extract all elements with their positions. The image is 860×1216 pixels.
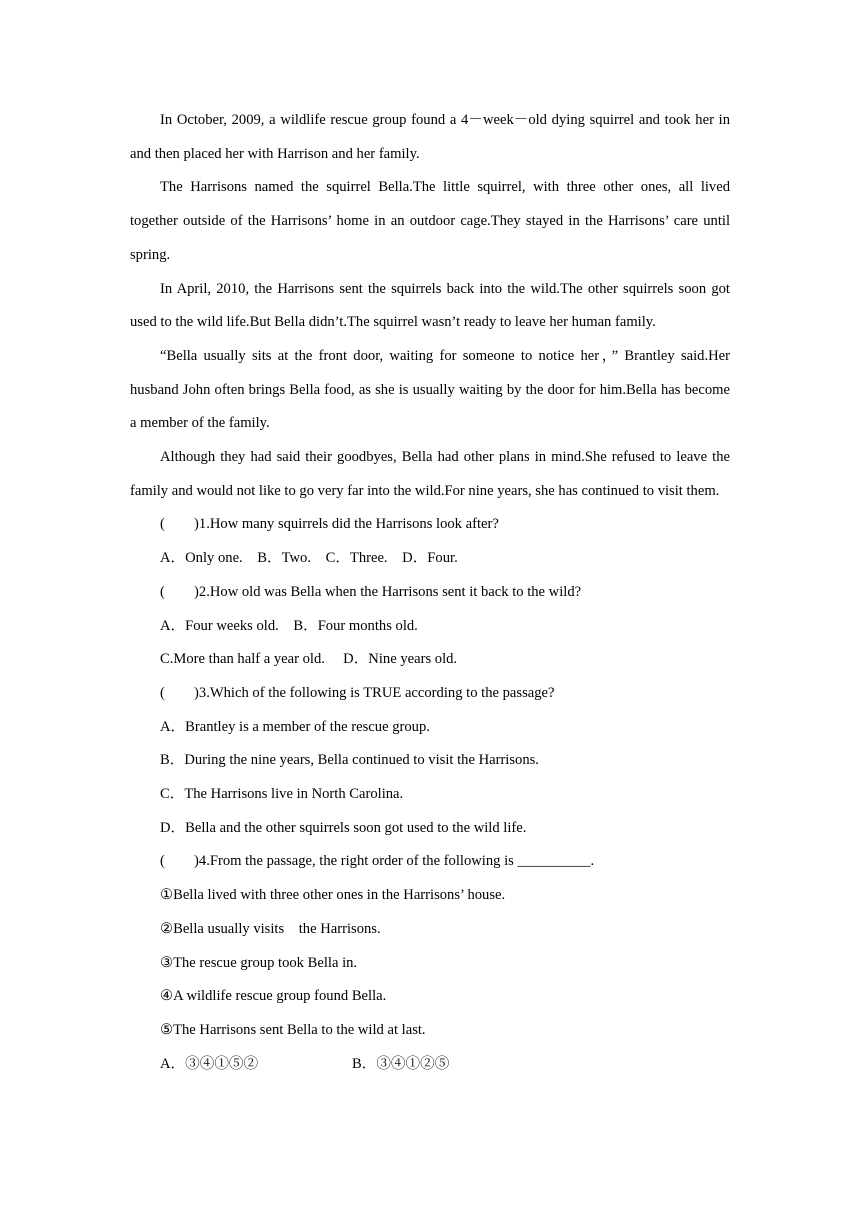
- question-2-options-line-1: A．Four weeks old. B．Four months old.: [160, 617, 418, 634]
- question-3-option-c: C．The Harrisons live in North Carolina.: [160, 786, 404, 803]
- question-4-option-b: B．③④①②⑤: [352, 1055, 450, 1072]
- passage-paragraph-3: In April, 2010, the Harrisons sent the squirrels back into the wild.The other squirrels soon got used to the wild life.But Bella didn’t.The squirrel wasn’t ready to leave her human family.: [130, 280, 730, 331]
- question-4-stem: ( )4.From the passage, the right order of the following is __________.: [160, 853, 595, 870]
- question-3-option-d: D．Bella and the other squirrels soon got used to the wild life.: [160, 819, 527, 836]
- question-1-stem: ( )1.How many squirrels did the Harrisons look after?: [160, 516, 499, 533]
- question-2-stem: ( )2.How old was Bella when the Harrisons sent it back to the wild?: [160, 583, 582, 600]
- question-2-options-line-2: C.More than half a year old. D．Nine years old.: [160, 651, 458, 668]
- question-4-event-2: ②Bella usually visits the Harrisons.: [160, 920, 381, 937]
- question-4-event-1: ①Bella lived with three other ones in the Harrisons’ house.: [160, 887, 506, 904]
- document-page: [130, 104, 730, 1081]
- passage-paragraph-1: In October, 2009, a wildlife rescue group found a 4－week－old dying squirrel and took her in and then placed her with Harrison and her family.: [130, 112, 730, 162]
- question-4-option-a: A．③④①⑤②: [160, 1055, 259, 1072]
- question-4-event-3: ③The rescue group took Bella in.: [160, 954, 358, 971]
- question-4-event-4: ④A wildlife rescue group found Bella.: [160, 988, 387, 1005]
- question-1-options: A．Only one. B．Two. C．Three. D．Four.: [160, 550, 458, 567]
- question-4-event-5: ⑤The Harrisons sent Bella to the wild at last.: [160, 1021, 426, 1038]
- passage-paragraph-2: The Harrisons named the squirrel Bella.The little squirrel, with three other ones, all lived together outside of the Harrisons’ home in an outdoor cage.They stayed in the Harrisons’ care until spring.: [130, 179, 730, 263]
- question-3-option-b: B．During the nine years, Bella continued to visit the Harrisons.: [160, 752, 539, 769]
- question-4-options: [130, 1048, 730, 1082]
- passage-paragraph-5: Although they had said their goodbyes, Bella had other plans in mind.She refused to leave the family and would not like to go very far into the wild.For nine years, she has continued to visit them.: [130, 449, 730, 499]
- question-3-option-a: A．Brantley is a member of the rescue group.: [160, 718, 430, 735]
- question-3-stem: ( )3.Which of the following is TRUE according to the passage?: [160, 684, 555, 701]
- passage-paragraph-4: “Bella usually sits at the front door, waiting for someone to notice her，” Brantley said.Her husband John often brings Bella food, as she is usually waiting by the door for him.Bella has become a member of the family.: [130, 347, 730, 432]
